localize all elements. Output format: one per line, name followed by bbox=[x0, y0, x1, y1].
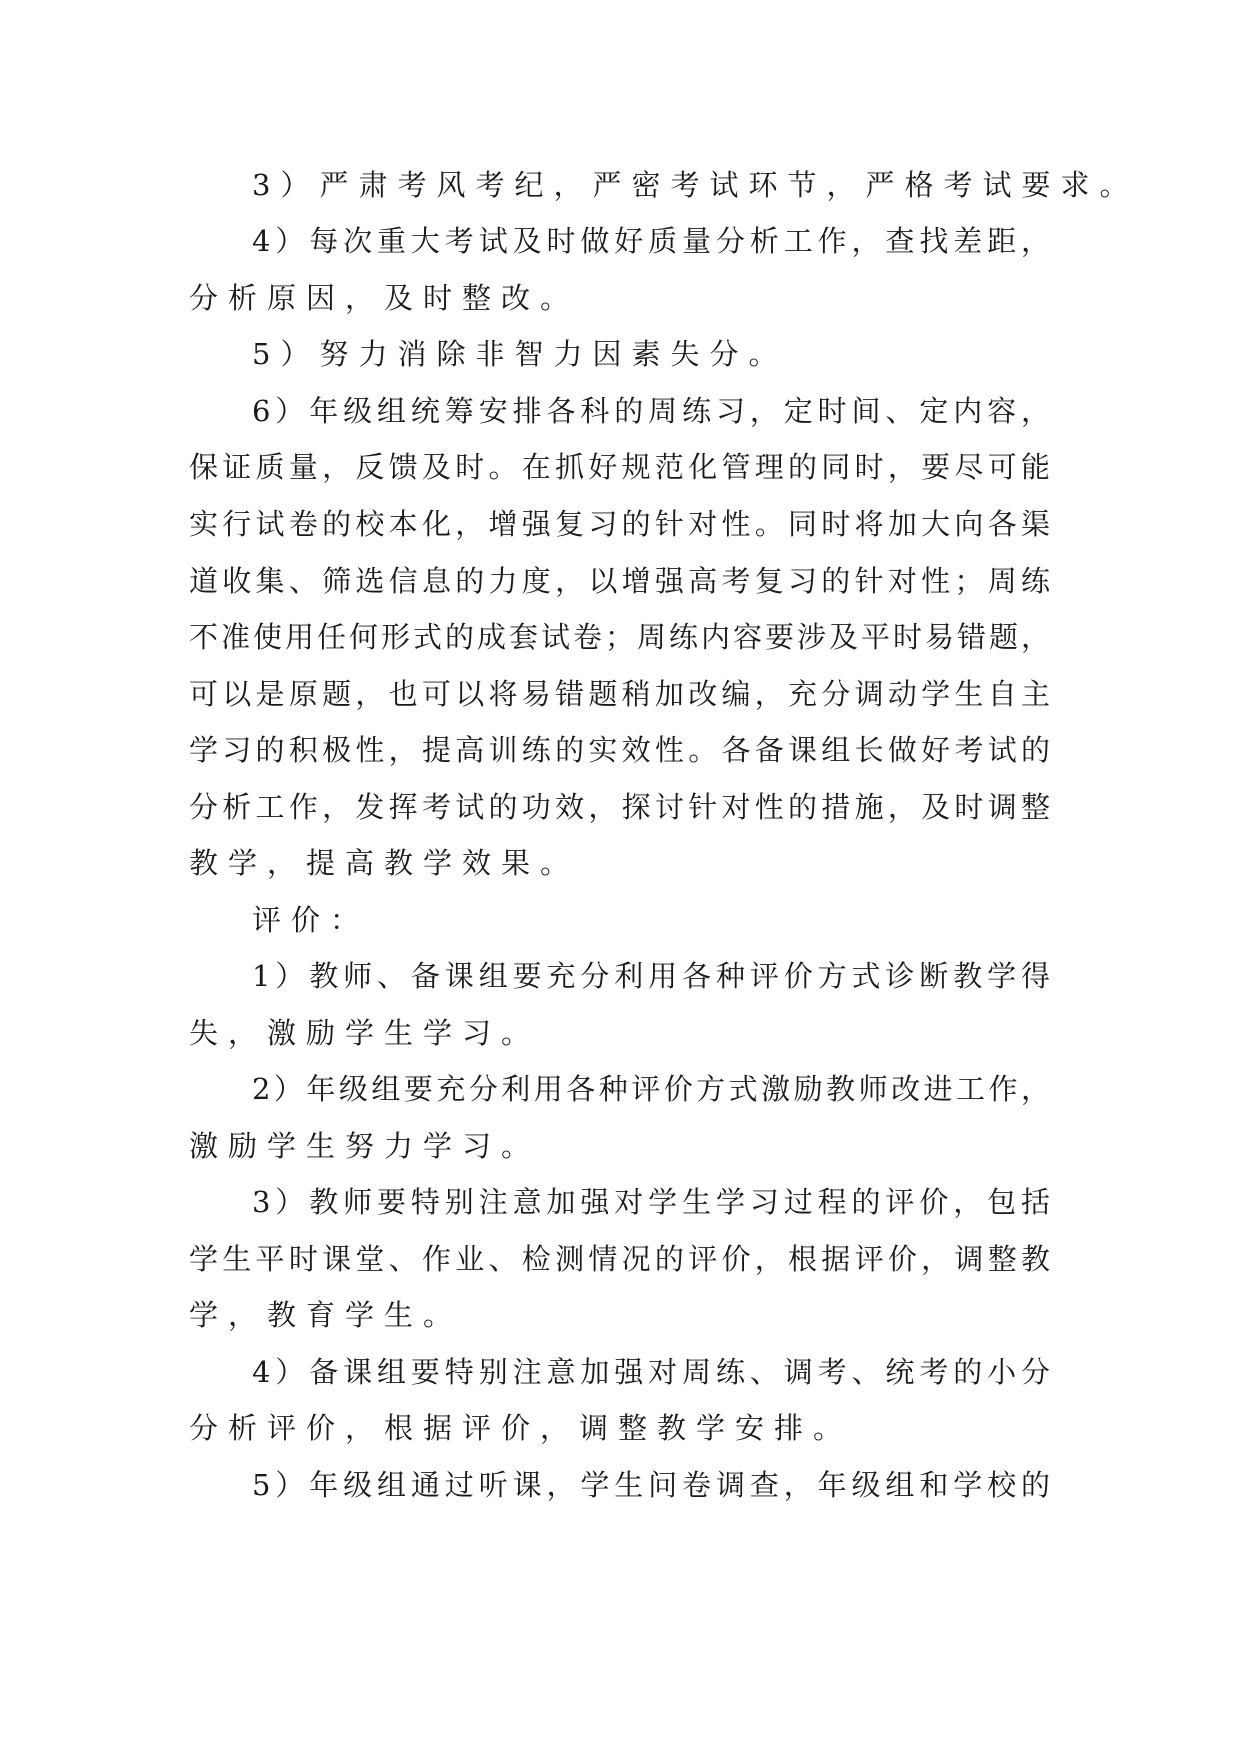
text-line: 分析评价，根据评价，调整教学安排。 bbox=[189, 1411, 853, 1445]
text-line: 3）严肃考风考纪，严密考试环节，严格考试要求。 bbox=[252, 168, 1139, 202]
text-line: 5）努力消除非智力因素失分。 bbox=[252, 337, 788, 371]
text-line: 激励学生努力学习。 bbox=[189, 1129, 541, 1163]
text-line: 可以是原题，也可以将易错题稍加改编，充分调动学生自主 bbox=[189, 677, 1055, 711]
text-line: 4）备课组要特别注意加强对周练、调考、统考的小分 bbox=[252, 1355, 1055, 1389]
text-line: 3）教师要特别注意加强对学生学习过程的评价，包括 bbox=[252, 1185, 1055, 1219]
text-line: 分析工作，发挥考试的功效，探讨针对性的措施，及时调整 bbox=[189, 790, 1055, 824]
text-line: 学生平时课堂、作业、检测情况的评价，根据评价，调整教 bbox=[189, 1242, 1055, 1276]
text-line: 失，激励学生学习。 bbox=[189, 1016, 541, 1050]
section-heading: 评价： bbox=[252, 903, 370, 937]
text-line: 5）年级组通过听课，学生问卷调查，年级组和学校的 bbox=[252, 1468, 1055, 1502]
text-line: 保证质量，反馈及时。在抓好规范化管理的同时，要尽可能 bbox=[189, 450, 1055, 484]
text-line: 实行试卷的校本化，增强复习的针对性。同时将加大向各渠 bbox=[189, 507, 1055, 541]
text-line: 2）年级组要充分利用各种评价方式激励教师改进工作， bbox=[252, 1072, 1054, 1106]
text-line: 1）教师、备课组要充分利用各种评价方式诊断教学得 bbox=[252, 959, 1055, 993]
text-line: 分析原因，及时整改。 bbox=[189, 281, 580, 315]
text-line: 4）每次重大考试及时做好质量分析工作，查找差距， bbox=[252, 224, 1055, 258]
text-line: 学，教育学生。 bbox=[189, 1298, 463, 1332]
text-line: 不准使用任何形式的成套试卷；周练内容要涉及平时易错题， bbox=[189, 620, 1053, 654]
text-line: 道收集、筛选信息的力度，以增强高考复习的针对性；周练 bbox=[189, 564, 1055, 598]
text-line: 6）年级组统筹安排各科的周练习，定时间、定内容， bbox=[252, 394, 1055, 428]
text-line: 学习的积极性，提高训练的实效性。各备课组长做好考试的 bbox=[189, 733, 1055, 767]
text-line: 教学，提高教学效果。 bbox=[189, 846, 580, 880]
